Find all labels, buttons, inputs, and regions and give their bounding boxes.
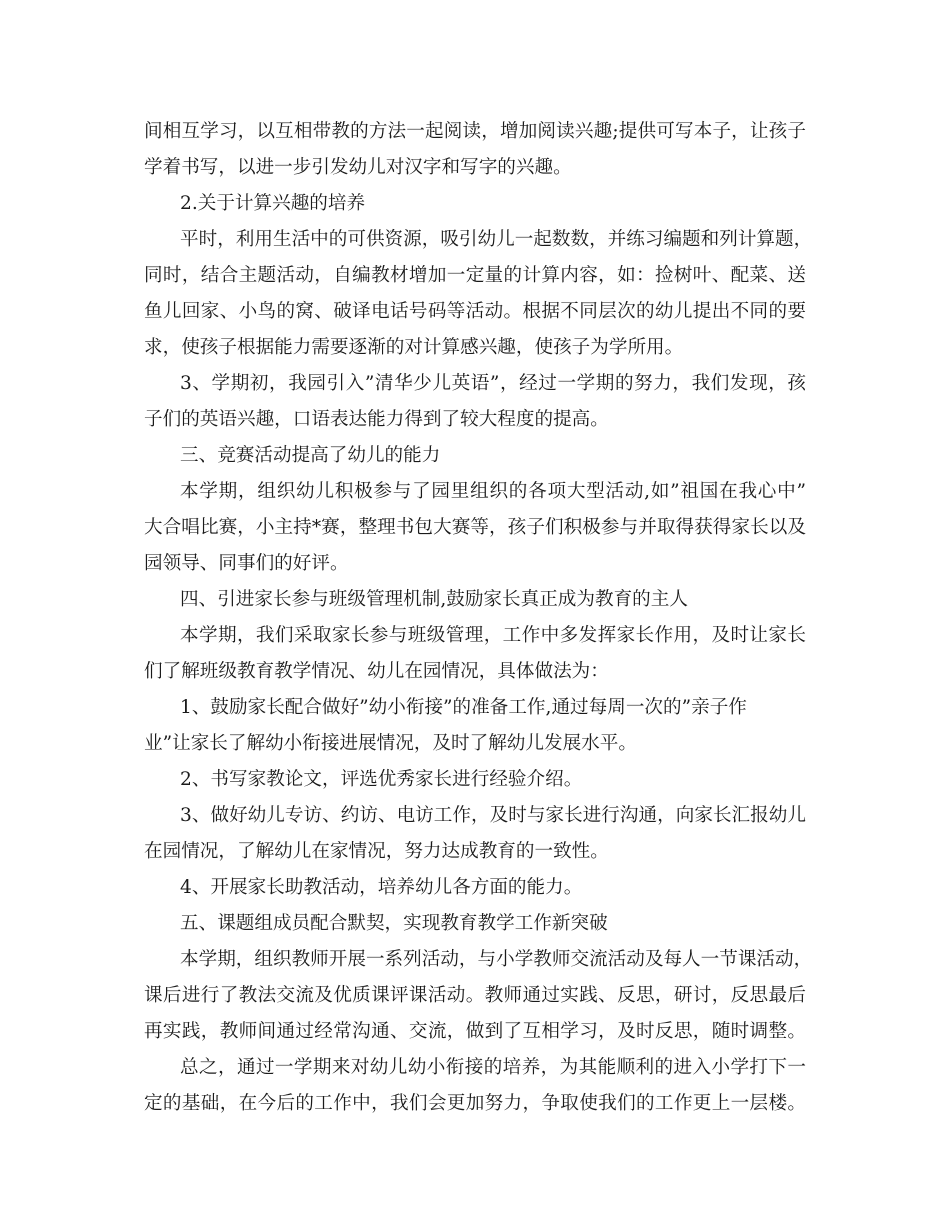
text-line: 本学期，组织教师开展一系列活动，与小学教师交流活动及每人一节课活动， [180,949,813,970]
text-line: 本学期，组织幼儿积极参与了园里组织的各项大型活动,如”祖国在我心中” [180,481,806,502]
text-line: 课后进行了教法交流及优质课评课活动。教师通过实践、反思，研讨，反思最后 [144,985,806,1006]
text-line: 4、开展家长助教活动，培养幼儿各方面的能力。 [180,877,583,898]
text-line: 求，使孩子根据能力需要逐渐的对计算感兴趣，使孩子为学所用。 [144,337,684,358]
text-line: 间相互学习，以互相带教的方法一起阅读，增加阅读兴趣;提供可写本子，让孩子 [144,121,806,142]
section-heading: 五、课题组成员配合默契，实现教育教学工作新突破 [180,913,608,934]
section-heading: 2.关于计算兴趣的培养 [180,193,366,214]
text-line: 业”让家长了解幼小衔接进展情况，及时了解幼儿发展水平。 [144,733,637,754]
text-line: 鱼儿回家、小鸟的窝、破译电话号码等活动。根据不同层次的幼儿提出不同的要 [144,301,806,322]
text-line: 大合唱比赛，小主持*赛，整理书包大赛等，孩子们积极参与并取得获得家长以及 [144,517,806,538]
text-line: 3、做好幼儿专访、约访、电访工作，及时与家长进行沟通，向家长汇报幼儿 [180,805,806,826]
text-line: 们了解班级教育教学情况、幼儿在园情况，具体做法为： [144,661,609,682]
text-line: 园领导、同事们的好评。 [144,553,349,574]
text-line: 总之，通过一学期来对幼儿幼小衔接的培养，为其能顺利的进入小学打下一 [180,1057,806,1078]
text-line: 在园情况，了解幼儿在家情况，努力达成教育的一致性。 [144,841,609,862]
text-line: 本学期，我们采取家长参与班级管理，工作中多发挥家长作用，及时让家长 [180,625,806,646]
section-heading: 四、引进家长参与班级管理机制,鼓励家长真正成为教育的主人 [180,589,688,610]
text-line: 2、书写家教论文，评选优秀家长进行经验介绍。 [180,769,583,790]
section-heading: 三、竞赛活动提高了幼儿的能力 [180,445,441,466]
text-line: 子们的英语兴趣，口语表达能力得到了较大程度的提高。 [144,409,609,430]
text-line: 3、学期初，我园引入”清华少儿英语”，经过一学期的努力，我们发现，孩 [180,373,806,394]
text-line: 同时，结合主题活动，自编教材增加一定量的计算内容，如：捡树叶、配菜、送 [144,265,806,286]
text-line: 再实践，教师间通过经常沟通、交流，做到了互相学习，及时反思，随时调整。 [144,1021,806,1042]
text-line: 学着书写，以进一步引发幼儿对汉字和写字的兴趣。 [144,157,572,178]
text-line: 平时，利用生活中的可供资源，吸引幼儿一起数数，并练习编题和列计算题， [180,229,813,250]
text-line: 1、鼓励家长配合做好”幼小衔接”的准备工作,通过每周一次的”亲子作 [180,697,747,718]
text-line: 定的基础，在今后的工作中，我们会更加努力，争取使我们的工作更上一层楼。 [144,1093,806,1114]
document-body [144,114,813,1122]
